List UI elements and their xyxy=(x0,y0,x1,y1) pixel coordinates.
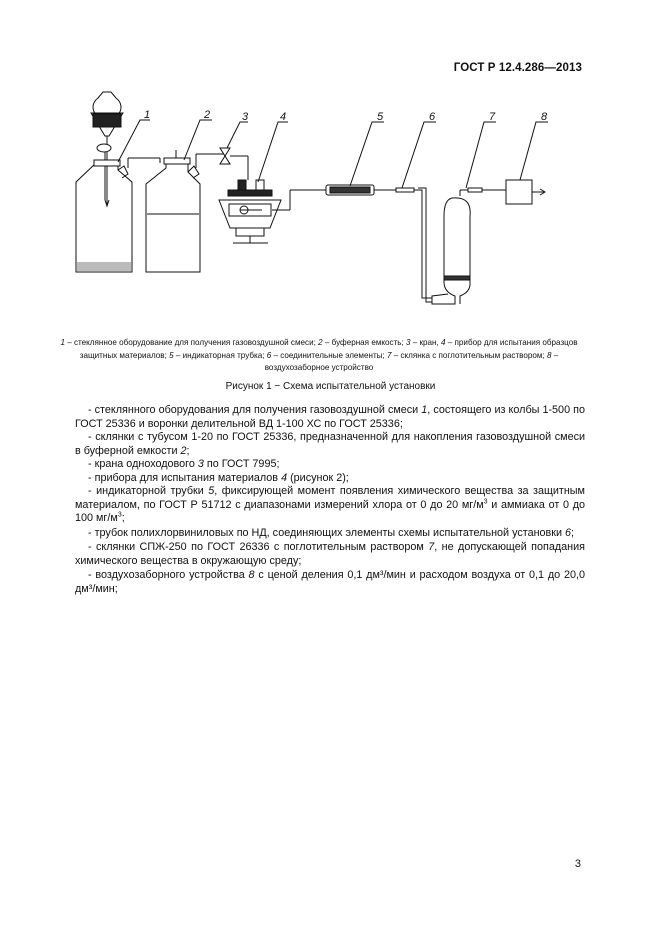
figure-label-3: 3 xyxy=(242,111,249,123)
list-item: - трубок полихлорвиниловых по НД, соединяющих элементы схемы испытательной установки 6; xyxy=(88,526,575,539)
list-item: - крана одноходового 3 по ГОСТ 7995; xyxy=(88,458,280,470)
equipment-list xyxy=(75,404,585,596)
figure-label-8: 8 xyxy=(541,111,548,123)
page-number: 3 xyxy=(574,858,581,870)
list-item: - воздухозаборного устройства 8 с ценой деления 0,1 дм³/мин и расходом воздуха от 0,1 до 20,0 дм³/мин; xyxy=(75,569,585,595)
test-setup-diagram xyxy=(0,0,661,330)
figure-label-2: 2 xyxy=(204,109,211,121)
buffer-vessel xyxy=(146,150,224,272)
document-code: ГОСТ Р 12.4.286—2013 xyxy=(453,62,582,74)
figure-label-4: 4 xyxy=(280,111,287,123)
figure-label-5: 5 xyxy=(377,111,384,123)
air-intake-device xyxy=(506,180,545,204)
indicator-tube xyxy=(326,185,396,195)
figure-label-7: 7 xyxy=(489,111,496,123)
list-item: - стеклянного оборудования для получения газовоздушной смеси 1, состоящего из колбы 1-500 по ГОСТ 25336 и воронки делительной ВД 1-100 ХС по ГОСТ 25336; xyxy=(75,404,585,430)
list-item: - склянки с тубусом 1-20 по ГОСТ 25336, предназначенной для накопления газовоздушной смеси в буферной емкости 2; xyxy=(75,431,585,457)
figure-label-1: 1 xyxy=(144,109,151,121)
connecting-elements xyxy=(396,188,432,302)
list-item: - склянки СПЖ-250 по ГОСТ 26336 с поглотительным раствором 7, не допускающей попадания химического вещества в окружающую среду; xyxy=(75,541,585,567)
figure-label-6: 6 xyxy=(429,111,436,123)
figure-title: Рисунок 1 − Схема испытательной установки xyxy=(225,381,436,392)
absorption-vessel xyxy=(432,188,506,304)
list-item: - прибора для испытания материалов 4 (рисунок 2); xyxy=(88,471,349,484)
material-test-device xyxy=(219,180,326,243)
list-item: - индикаторной трубки 5, фиксирующей момент появления химического вещества за защитным материалом, по ГОСТ Р 51712 с диапазонами измерений хлора от 0 до 20 $мг/м^3$ и аммиака от 0 до 100 $мг/м^3$; xyxy=(75,485,585,524)
stopcock-valve xyxy=(220,148,248,180)
leader-lines xyxy=(118,120,548,188)
figure-legend: 1 – стеклянное оборудование для получения газовоздушной смеси; 2 – буферная емкость; 3 – кран, 4 – прибор для испытания образцов защитных материалов; 5 – индикаторная трубка; 6 – соединительные элементы; 7 – склянка с поглотительным раствором; 8 – воздухозаборное устройство xyxy=(60,338,578,372)
